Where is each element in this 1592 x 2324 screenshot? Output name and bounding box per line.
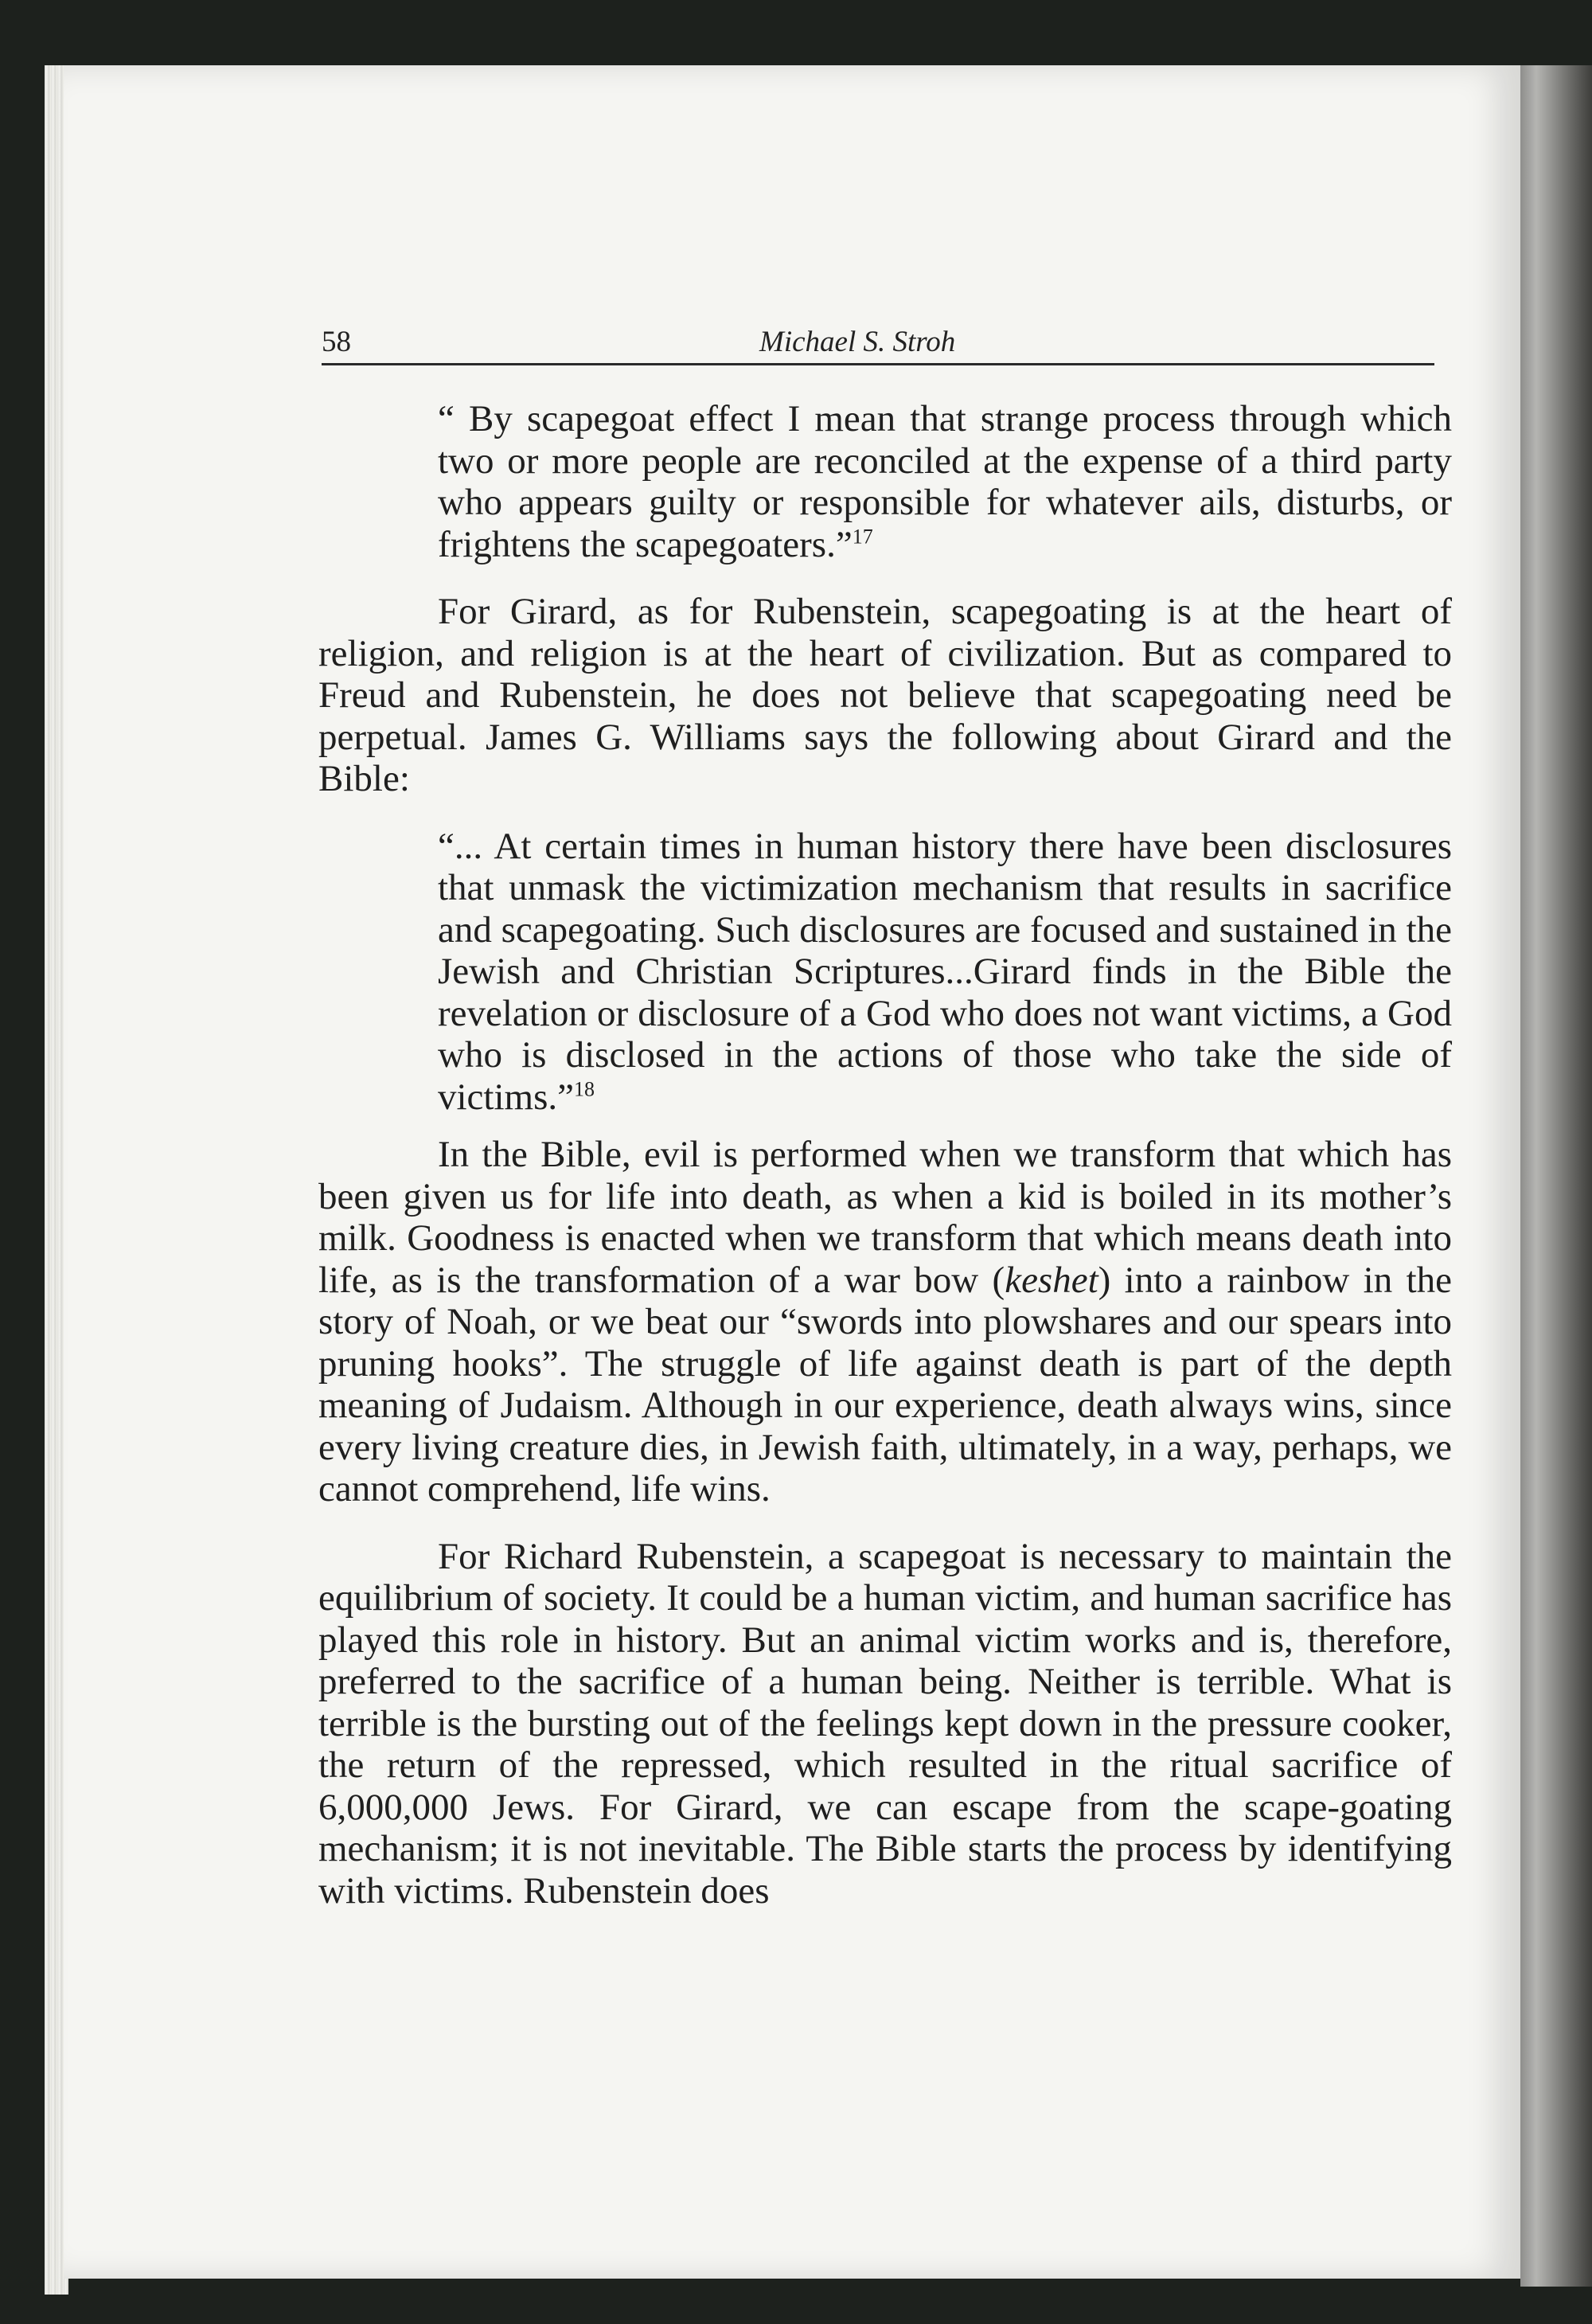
block-quote-williams xyxy=(438,826,1452,1119)
page-body xyxy=(318,398,1452,1912)
paragraph-rubenstein-scapegoat: For Richard Rubenstein, a scapegoat is necessary to maintain the equilibrium of society. It could be a human victim, and human sacrifice has played this role in history. But an animal victim works and is, therefore, preferred to the sacrifice of a human being. Neither is terrible. What is terrible is the bursting out of the feelings kept down in the pressure cooker, the return of the repressed, which resulted in the ritual sacrifice of 6,000,000 Jews. For Girard, we can escape from the scape-goating mechanism; it is not inevitable. The Bible starts the process by identifying with victims. Rubenstein does xyxy=(318,1535,1452,1912)
paragraph-bible-evil xyxy=(318,1134,1452,1510)
italic-term-keshet: keshet xyxy=(1005,1259,1098,1301)
footnote-ref-17: 17 xyxy=(852,524,873,548)
book-spine xyxy=(1520,65,1592,2287)
paragraph-girard-rubenstein: For Girard, as for Rubenstein, scapegoating is at the heart of religion, and religion is at the heart of civilization. But as compared to Freud and Rubenstein, he does not believe that scapegoating need be perpetual. James G. Williams says the following about Girard and the Bible: xyxy=(318,591,1452,799)
footnote-ref-18: 18 xyxy=(574,1076,595,1100)
page-header xyxy=(322,322,1434,365)
running-head: Michael S. Stroh xyxy=(759,326,956,358)
block-quote-text: “ By scapegoat effect I mean that strange process through which two or more people are reconciled at the expense of a third party who appears guilty or responsible for whatever ails, disturbs, or frightens the scapegoaters.” xyxy=(438,398,1452,565)
paragraph-text: In the Bible, evil is performed when we transform that which has been given us for life into death, as when a kid is boiled in its mother’s milk. Goodness is enacted when we transform that which means death into life, as is the transformation of a war bow ( xyxy=(318,1134,1452,1301)
page-number: 58 xyxy=(322,326,351,358)
paragraph-text: ) into a rainbow in the story of Noah, or we beat our “swords into plowshares and our spears into pruning hooks”. The struggle of life against death is part of the depth meaning of Judaism. Although in our experience, death always wins, since every living creature dies, in Jewish faith, ultimately, in a way, perhaps, we cannot comprehend, life wins. xyxy=(318,1259,1452,1510)
block-quote-text: “... At certain times in human history there have been disclosures that unmask the victimization mechanism that results in sacrifice and scapegoating. Such disclosures are focused and sustained in the Jewish and Christian Scriptures...Girard finds in the Bible the revelation or disclosure of a God who does not want victims, a God who is disclosed in the actions of those who take the side of victims.” xyxy=(438,825,1452,1118)
block-quote-girard xyxy=(438,398,1452,565)
